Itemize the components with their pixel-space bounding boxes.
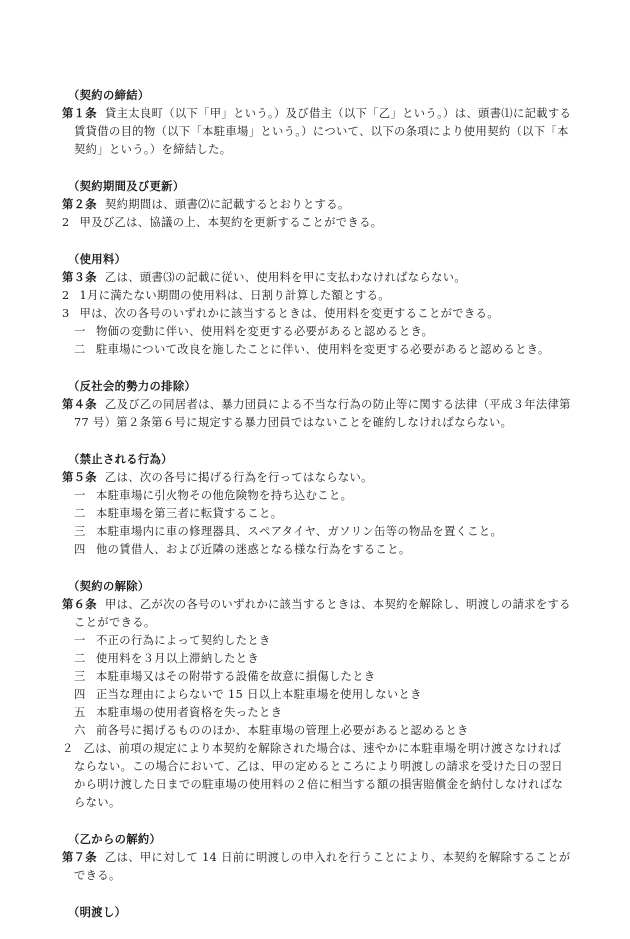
- section-heading: （反社会的勢力の排除）: [68, 379, 197, 393]
- sub-paragraph: 2 甲及び乙は、協議の上、本契約を更新することができる。: [62, 216, 383, 229]
- section-heading: （禁止される行為）: [68, 452, 173, 466]
- article-2: [62, 177, 572, 232]
- article-number: 第３条: [62, 270, 97, 284]
- article-number: 第２条: [62, 197, 97, 211]
- article-paragraph: 第２条 契約期間は、頭書⑵に記載するとおりとする。: [62, 197, 350, 211]
- list-item: 六 前各号に掲げるもののほか、本駐車場の管理上必要があると認めるとき: [74, 724, 469, 737]
- article-7: [62, 830, 572, 885]
- list-item: 一 物価の変動に伴い、使用料を変更する必要があると認めるとき。: [74, 325, 434, 338]
- article-paragraph: 第３条 乙は、頭書⑶の記載に従い、使用料を甲に支払わなければならない。: [62, 270, 467, 284]
- list-item: 二 駐車場について改良を施したことに伴い、使用料を変更する必要があると認めるとき。: [74, 343, 550, 356]
- article-number: 第４条: [62, 397, 97, 411]
- list-item: 一 本駐車場に引火物その他危険物を持ち込むこと。: [74, 489, 353, 502]
- contract-document: [62, 86, 572, 939]
- section-heading: （使用料）: [68, 252, 127, 266]
- article-number: 第１条: [62, 106, 97, 120]
- list-item: 四 他の賃借人、および近隣の迷惑となる様な行為をすること。: [74, 543, 411, 556]
- article-paragraph: 第１条 貸主太良町（以下「甲」という。）及び借主（以下「乙」という。）は、頭書⑴に記載する賃貸借の目的物（以下「本駐車場」という。）について、以下の条項により使用契約（以下「本契約」という。）を締結した。: [62, 106, 572, 156]
- list-item: 五 本駐車場の使用者資格を失ったとき: [74, 706, 283, 719]
- article-4: [62, 377, 572, 432]
- list-item: 三 本駐車場内に車の修理器具、スペアタイヤ、ガソリン缶等の物品を置くこと。: [74, 525, 503, 538]
- section-heading: （契約期間及び更新）: [68, 179, 185, 193]
- section-heading: （契約の解除）: [68, 579, 150, 593]
- article-1: [62, 86, 572, 159]
- list-item: 二 本駐車場を第三者に転貸すること。: [74, 507, 283, 520]
- article-paragraph: 第６条 甲は、乙が次の各号のいずれかに該当するときは、本契約を解除し、明渡しの請求をすることができる。: [62, 597, 571, 629]
- article-paragraph: 第５条 乙は、次の各号に掲げる行為を行ってはならない。: [62, 470, 373, 484]
- article-paragraph: 第４条 乙及び乙の同居者は、暴力団員による不当な行為の防止等に関する法律（平成３年法律第 77 号）第２条第６号に規定する暴力団員ではないことを確約しなければならない。: [62, 397, 571, 429]
- list-item: 二 使用料を３月以上滞納したとき: [74, 652, 260, 665]
- list-item: 一 不正の行為によって契約したとき: [74, 634, 271, 647]
- article-8: [62, 903, 572, 921]
- section-heading: （契約の締結）: [68, 88, 150, 102]
- section-heading: （乙からの解約）: [68, 832, 162, 846]
- list-item: 四 正当な理由によらないで 15 日以上本駐車場を使用しないとき: [74, 688, 422, 701]
- sub-paragraph: 3 甲は、次の各号のいずれかに該当するときは、使用料を変更することができる。: [62, 307, 499, 320]
- article-number: 第５条: [62, 470, 97, 484]
- article-3: [62, 250, 572, 359]
- section-heading: （明渡し）: [68, 905, 127, 919]
- article-number: 第６条: [62, 597, 97, 611]
- list-item: 三 本駐車場又はその附帯する設備を故意に損傷したとき: [74, 670, 376, 683]
- article-paragraph: 第７条 乙は、甲に対して 14 日前に明渡しの申入れを行うことにより、本契約を解除することができる。: [62, 850, 571, 882]
- sub-paragraph: 2 1月に満たない期間の使用料は、日割り計算した額とする。: [62, 289, 390, 302]
- article-number: 第７条: [62, 850, 97, 864]
- sub-paragraph: ２ 乙は、前項の規定により本契約を解除された場合は、速やかに本駐車場を明け渡さなければならない。この場合において、乙は、甲の定めるところにより明渡しの請求を受けた日の翌日から明け渡した日までの駐車場の使用料の２倍に相当する額の損害賠償金を納付しなければならない。: [62, 742, 564, 809]
- article-6: [62, 577, 572, 812]
- article-5: [62, 450, 572, 559]
